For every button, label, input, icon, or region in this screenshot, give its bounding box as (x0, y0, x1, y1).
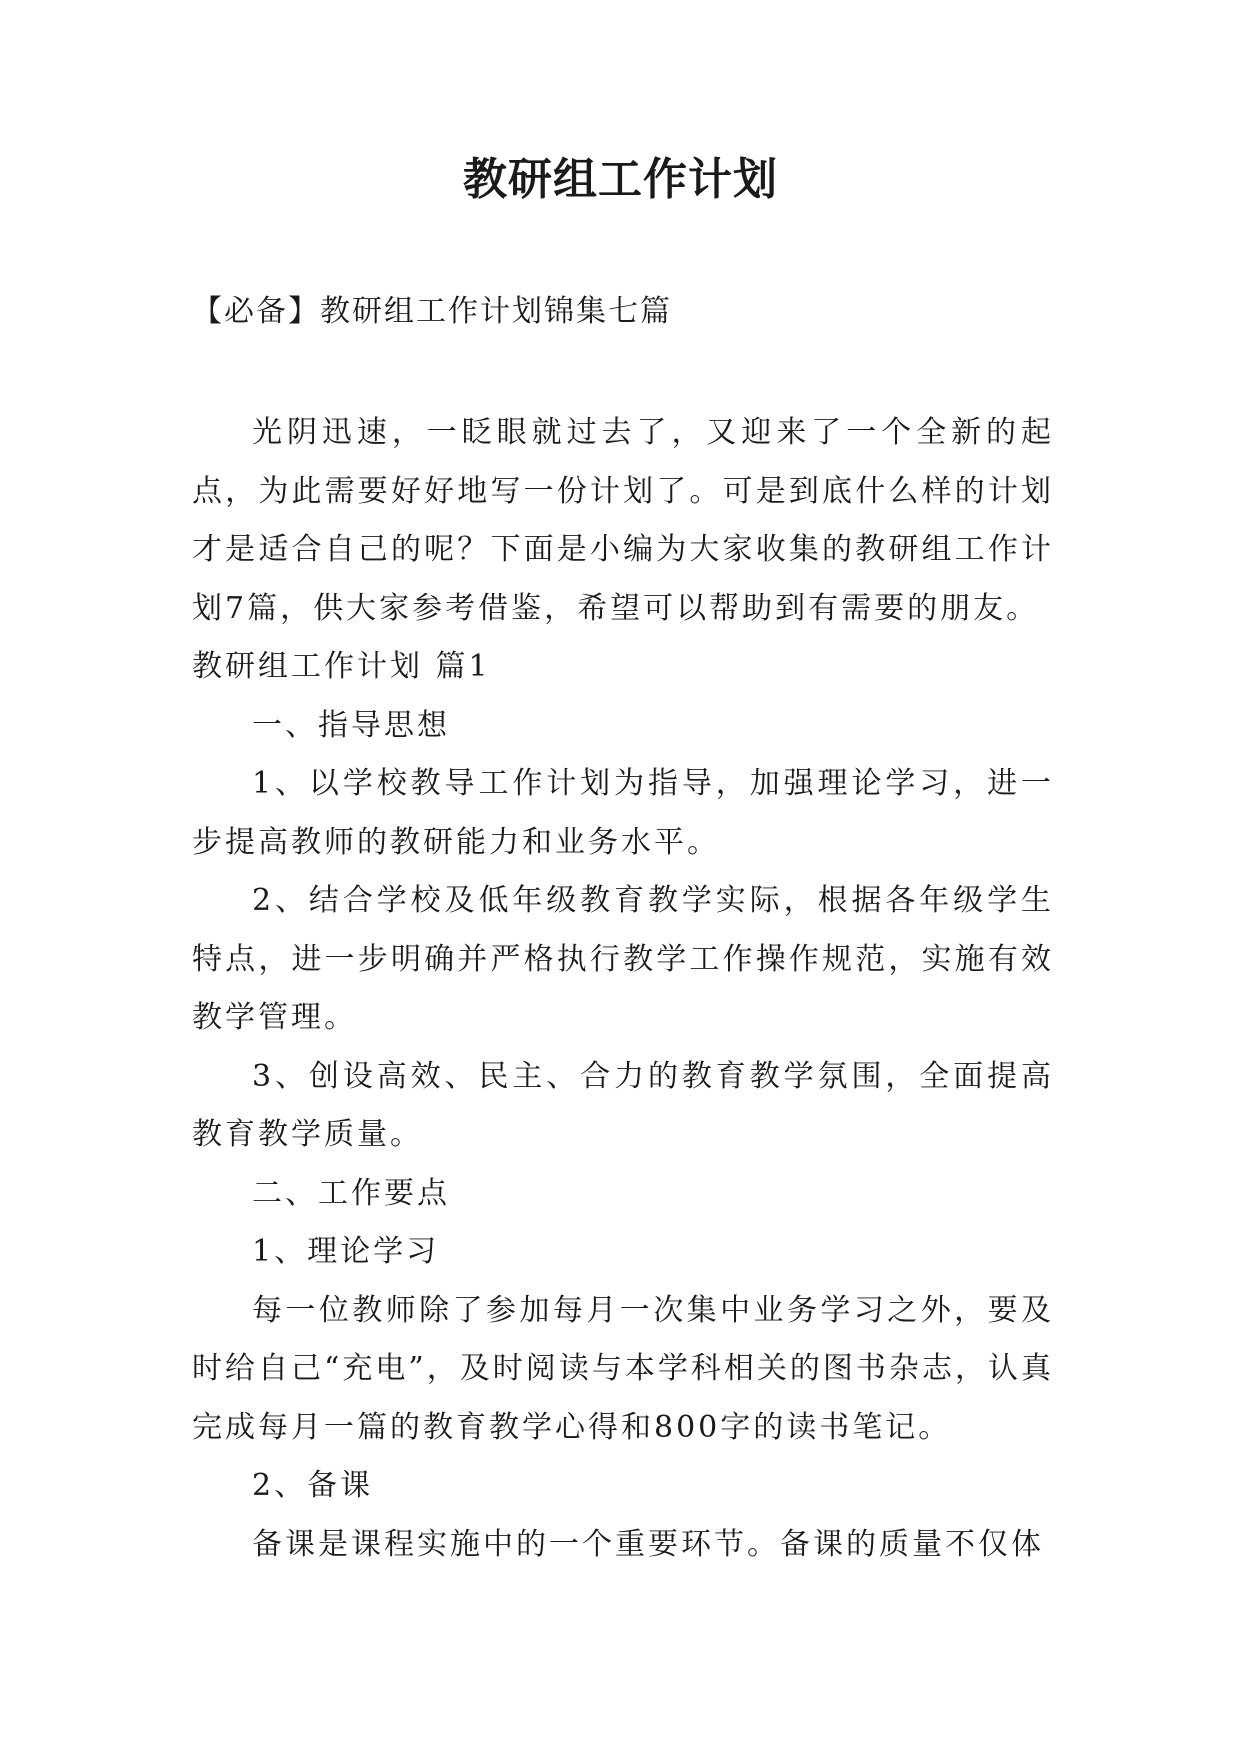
paragraph: 每一位教师除了参加每月一次集中业务学习之外，要及时给自己“充电”，及时阅读与本学科相关的图书杂志，认真完成每月一篇的教育教学心得和800字的读书笔记。 (192, 1292, 1054, 1445)
paragraph: 备课是课程实施中的一个重要环节。备课的质量不仅体 (252, 1526, 1044, 1562)
paragraph: 1、以学校教导工作计划为指导，加强理论学习，进一步提高教师的教研能力和业务水平。 (192, 766, 1054, 860)
intro-paragraph: 光阴迅速，一眨眼就过去了，又迎来了一个全新的起点，为此需要好好地写一份计划了。可是到底什么样的计划才是适合自己的呢？下面是小编为大家收集的教研组工作计划7篇，供大家参考借鉴，希望可以帮助到有需要的朋友。 (192, 415, 1054, 626)
subheading: 一、指导思想 (252, 707, 450, 743)
paragraph: 3、创设高效、民主、合力的教育教学氛围，全面提高教育教学质量。 (192, 1058, 1054, 1152)
document-title: 教研组工作计划 (463, 154, 778, 205)
document-subtitle: 【必备】教研组工作计划锦集七篇 (192, 294, 672, 329)
section-heading: 教研组工作计划 篇1 (192, 649, 491, 684)
paragraph: 2、结合学校及低年级教育教学实际，根据各年级学生特点，进一步明确并严格执行教学工作操作规范，实施有效教学管理。 (192, 883, 1054, 1035)
subheading: 2、备课 (252, 1468, 374, 1503)
subheading: 1、理论学习 (252, 1234, 440, 1269)
subheading: 二、工作要点 (252, 1175, 450, 1211)
document-body (192, 404, 1054, 1574)
